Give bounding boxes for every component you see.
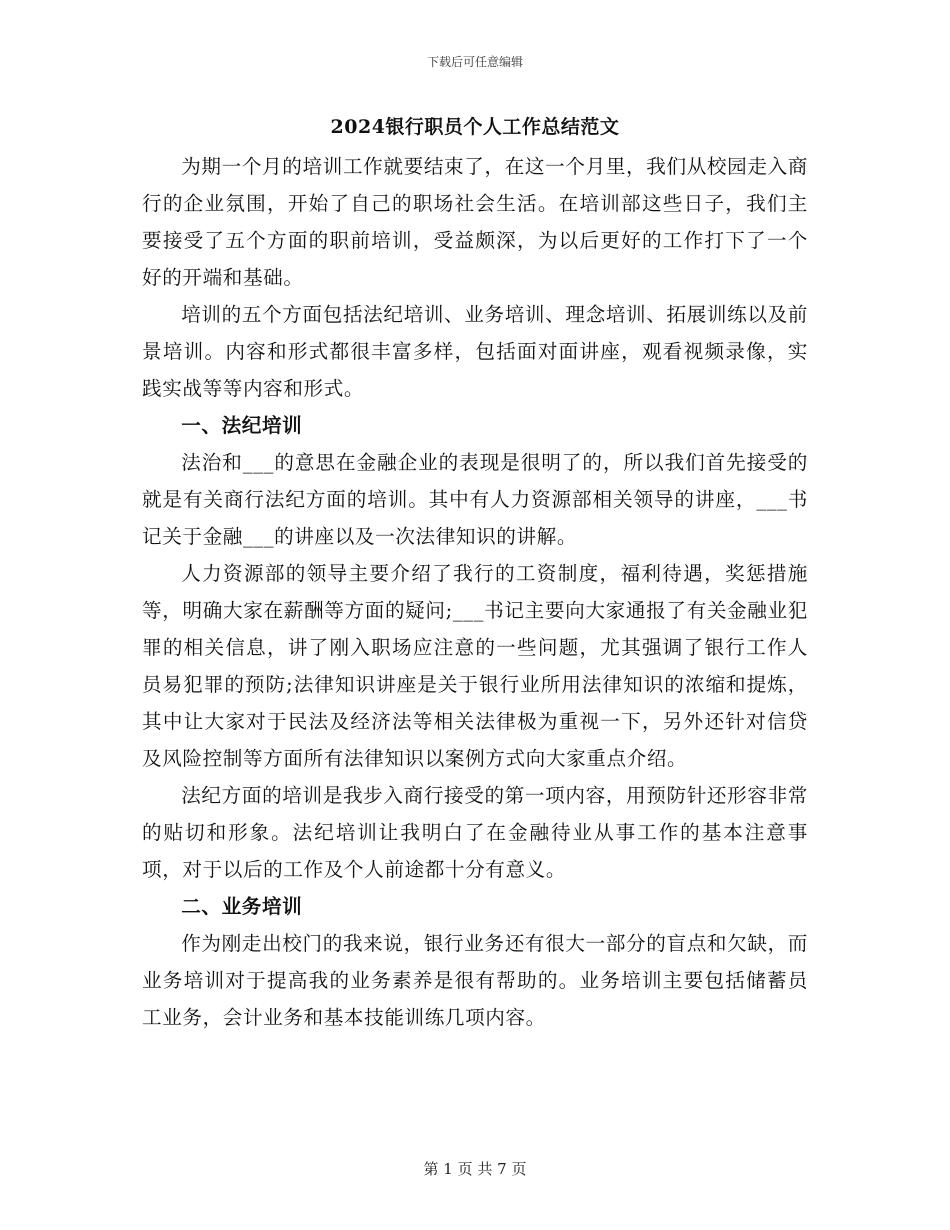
header-note: 下载后可任意编辑 xyxy=(426,55,523,69)
document-body xyxy=(142,112,808,1036)
paragraph-legal-details: 人力资源部的领导主要介绍了我行的工资制度，福利待遇，奖惩措施等，明确大家在薪酬等方面的疑问;___书记主要向大家通报了有关金融业犯罪的相关信息，讲了刚入职场应注意的一些问题，尤其强调了银行工作人员易犯罪的预防;法律知识讲座是关于银行业所用法律知识的浓缩和提炼，其中让大家对于民法及经济法等相关法律极为重视一下，另外还针对信贷及风险控制等方面所有法律知识以案例方式向大家重点介绍。 xyxy=(142,562,808,770)
paragraph-intro: 为期一个月的培训工作就要结束了，在这一个月里，我们从校园走入商行的企业氛围，开始了自己的职场社会生活。在培训部这些日子，我们主要接受了五个方面的职前培训，受益颇深，为以后更好的工作打下了一个好的开端和基础。 xyxy=(142,155,808,289)
paragraph-business-intro: 作为刚走出校门的我来说，银行业务还有很大一部分的盲点和欠缺，而业务培训对于提高我的业务素养是很有帮助的。业务培训主要包括储蓄员工业务，会计业务和基本技能训练几项内容。 xyxy=(142,932,808,1029)
page-number: 第 1 页 共 7 页 xyxy=(423,1160,527,1178)
paragraph-training-aspects: 培训的五个方面包括法纪培训、业务培训、理念培训、拓展训练以及前景培训。内容和形式都很丰富多样，包括面对面讲座，观看视频录像，实践实战等等内容和形式。 xyxy=(142,303,808,400)
section-heading-legal-training: 一、法纪培训 xyxy=(181,414,303,437)
section-heading-business-training: 二、业务培训 xyxy=(181,895,303,918)
paragraph-legal-intro: 法治和___的意思在金融企业的表现是很明了的，所以我们首先接受的就是有关商行法纪方面的培训。其中有人力资源部相关领导的讲座，___书记关于金融___的讲座以及一次法律知识的讲解。 xyxy=(142,451,808,548)
paragraph-legal-summary: 法纪方面的培训是我步入商行接受的第一项内容，用预防针还形容非常的贴切和形象。法纪培训让我明白了在金融待业从事工作的基本注意事项，对于以后的工作及个人前途都十分有意义。 xyxy=(142,784,808,881)
document-title: 2024银行职员个人工作总结范文 xyxy=(330,116,620,138)
